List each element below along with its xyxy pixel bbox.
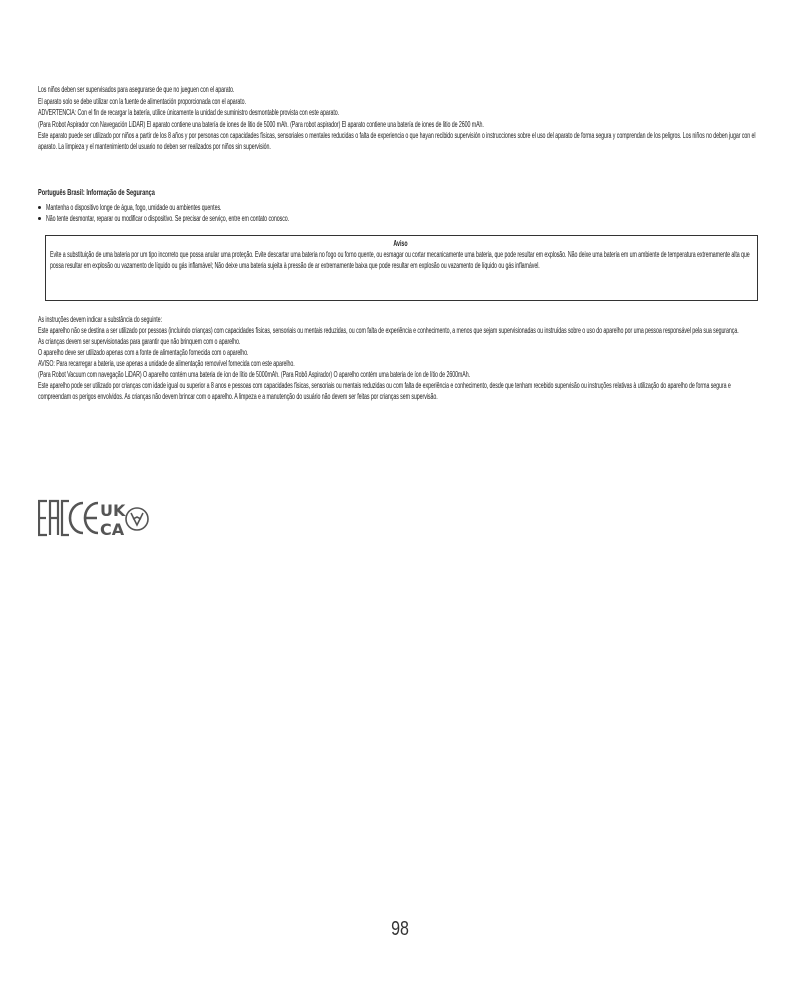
portuguese-safety-section xyxy=(38,314,764,402)
page-number: 98 xyxy=(391,918,409,940)
bullet-icon xyxy=(38,206,41,209)
warning-box xyxy=(45,235,758,301)
list-item xyxy=(38,202,764,213)
spanish-line: Este aparato puede ser utilizado por niños a partir de los 8 años y por personas con capacidades físicas, sensoriales o mentales reducidas o falta de experiencia o que hayan recibido supervisión o instrucciones sobre el uso del aparato de forma segura y comprendan de los peligros. Los niños no deben jugar con el aparato. La limpieza y el mantenimiento del usuario no deben ser realizados por niños sin supervisión. xyxy=(38,131,756,151)
bullet-text: Mantenha o dispositivo longe de água, fogo, umidade ou ambientes quentes. xyxy=(46,203,222,212)
portuguese-line: Este aparelho pode ser utilizado por crianças com idade igual ou superior a 8 anos e pessoas com capacidades físicas, sensoriais ou mentais reduzidas ou com falta de experiência e conhecimento, desde que tenham recebido supervisão ou instruções relativas à utilização do aparelho de forma segura e compreendam os perigos envolvidos. As crianças não devem brincar com o aparelho. A limpeza e a manutenção do usuário não devem ser feitas por crianças sem supervisão. xyxy=(38,381,731,401)
certification-marks xyxy=(38,497,150,539)
portuguese-line: Este aparelho não se destina a ser utilizado por pessoas (incluindo crianças) com capacidades físicas, sensoriais ou mentais reduzidas, ou com falta de experiência e conhecimento, a menos que sejam supervisionadas ou instruídas sobre o uso do aparelho por uma pessoa responsável pela sua segurança. xyxy=(38,326,739,335)
spanish-line: Los niños deben ser supervisados para asegurarse de que no jueguen con el aparato. xyxy=(38,85,235,94)
ukca-mark-icon xyxy=(100,501,126,539)
portuguese-bullet-list xyxy=(38,202,764,224)
bullet-text: Não tente desmontar, reparar ou modificar o dispositivo. Se precisar de serviço, entre em contato conosco. xyxy=(46,214,290,223)
portuguese-line: O aparelho deve ser utilizado apenas com a fonte de alimentação fornecida com o aparelho. xyxy=(38,348,249,357)
warning-text: Evite a substituição de uma bateria por um tipo incorreto que possa anular uma proteção. Evite descartar uma bateria no fogo ou forno quente, ou esmagar ou cortar mecanicamente uma bateria, que pode resultar em explosão. Não deixe uma bateria em um ambiente de temperatura extremamente alta que possa resultar em explosão ou vazamento de líquido ou gás inflamável; Não deixe uma bateria sujeita à pressão de ar extremamente baixa que pode resultar em explosão ou vazamento de líquido ou gás inflamável. xyxy=(50,250,750,270)
portuguese-line: As crianças devem ser supervisionadas para garantir que não brinquem com o aparelho. xyxy=(38,337,241,346)
spanish-line: ADVERTENCIA: Con el fin de recargar la batería, utilice únicamente la unidad de suministro desmontable provista con este aparato. xyxy=(38,108,340,117)
portuguese-section-title: Português Brasil: Informação de Segurança xyxy=(38,187,155,197)
ce-mark-icon xyxy=(70,503,98,533)
portuguese-line: AVISO: Para recarregar a bateria, use apenas a unidade de alimentação removível fornecida com este aparelho. xyxy=(38,359,295,368)
spanish-line: (Para Robot Aspirador con Navegación LiDAR) El aparato contiene una batería de iones de litio de 5000 mAh. (Para robot aspirador) El aparato contiene una batería de iones de litio de 2600 mAh. xyxy=(38,119,484,129)
ukca-top-text: UK xyxy=(100,501,126,520)
spanish-safety-section xyxy=(38,84,764,152)
portuguese-line: As instruções devem indicar a substância do seguinte: xyxy=(38,315,162,324)
bullet-icon xyxy=(38,217,41,220)
eac-mark-icon xyxy=(39,501,69,535)
spanish-line: El aparato solo se debe utilizar con la fuente de alimentación proporcionada con el aparato. xyxy=(38,96,246,106)
ukca-bottom-text: CA xyxy=(100,520,125,539)
list-item xyxy=(38,213,764,224)
portuguese-line: (Para Robot Vacuum com navegação LiDAR) O aparelho contém uma bateria de íon de lítio de 5000mAh. (Para Robô Aspirador) O aparelho contém uma bateria de íon de lítio de 2600mAh. xyxy=(38,370,471,379)
recycling-mark-icon xyxy=(126,508,148,530)
warning-title: Aviso xyxy=(393,239,408,248)
